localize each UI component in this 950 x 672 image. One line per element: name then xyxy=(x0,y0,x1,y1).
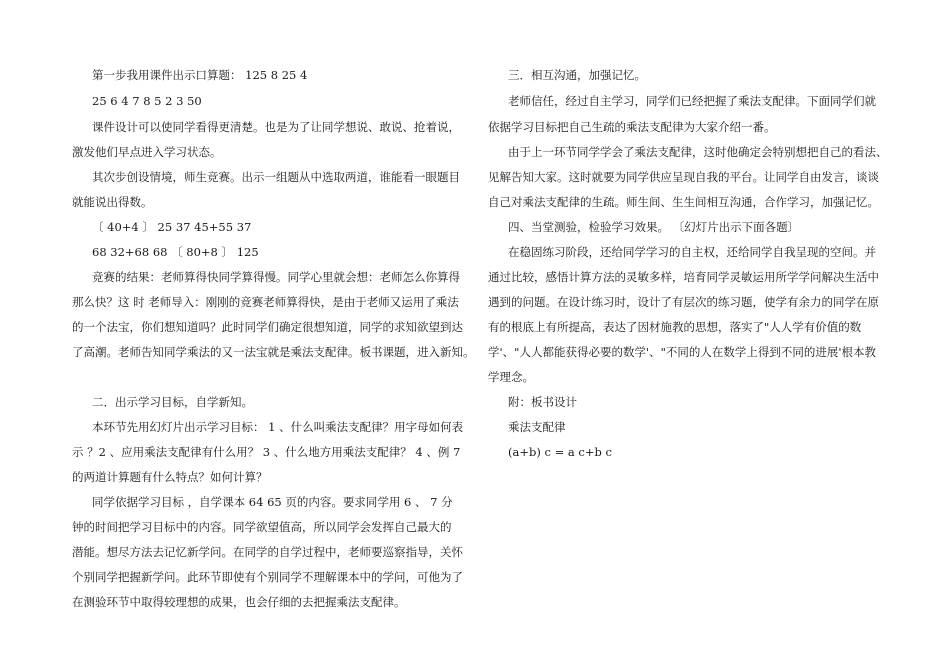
right-line: 老师信任，经过自主学习，同学们已经把握了乘法支配律。下面同学们就 xyxy=(508,94,876,108)
right-line: 学理念。 xyxy=(488,370,534,384)
board-design-heading: 附：板书设计 xyxy=(508,395,577,409)
right-line: 自己对乘法支配律的生疏。师生间、生生间相互沟通，合作学习，加强记忆。 xyxy=(488,195,879,209)
left-line: 25 6 4 7 8 5 2 3 50 xyxy=(92,94,202,108)
left-line: 68 32+68 68 〔 80+8 〕 125 xyxy=(92,245,259,259)
left-line: 激发他们早点进入学习状态。 xyxy=(72,145,222,159)
section-heading: 二．出示学习目标，自学新知。 xyxy=(92,395,253,409)
right-line: 见解告知大家。这时就要为同学供应呈现自我的平台。让同学自由发言，谈谈 xyxy=(488,170,879,184)
left-line: 其次步创设情境，师生竞赛。出示一组题从中选取两道，谁能看一眼题目 xyxy=(92,170,460,184)
left-line: 了高潮。老师告知同学乘法的又一法宝就是乘法支配律。板书课题，进入新知。 xyxy=(72,345,475,359)
right-line: 通过比较，感悟计算方法的灵敏多样，培育同学灵敏运用所学学问解决生活中 xyxy=(488,270,879,284)
left-line: 在测验环节中取得较理想的成果，也会仔细的去把握乘法支配律。 xyxy=(72,595,406,609)
board-title: 乘法支配律 xyxy=(508,420,566,434)
left-line: 的两道计算题有什么特点？如何计算？ xyxy=(72,470,268,484)
left-line: 竞赛的结果：老师算得快同学算得慢。同学心里就会想：老师怎么你算得 xyxy=(92,270,460,284)
left-line: 的一个法宝，你们想知道吗？此时同学们确定很想知道，同学的求知欲望到达 xyxy=(72,320,463,334)
right-line: 有的根底上有所提高，表达了因材施教的思想，落实了"人人学有价值的数 xyxy=(488,320,862,334)
left-line: 潜能。想尽方法去记忆新学问。在同学的自学过程中，老师要巡察指导，关怀 xyxy=(72,545,463,559)
section-heading: 四、当堂测验，检验学习效果。 〔幻灯片出示下面各题〕 xyxy=(508,220,800,234)
left-line: 个别同学把握新学问。此环节即使有个别同学不理解课本中的学问，可他为了 xyxy=(72,570,463,584)
left-line: 就能说出得数。 xyxy=(72,195,153,209)
left-line: 钟的时间把学习目标中的内容。同学欲望值高，所以同学会发挥自己最大的 xyxy=(72,520,452,534)
left-line: 第一步我用课件出示口算题： 125 8 25 4 xyxy=(92,68,308,82)
right-line: 由于上一环节同学学会了乘法支配律，这时他确定会特别想把自己的看法、 xyxy=(508,145,888,159)
right-line: 学'、"人人都能获得必要的数学'、"不同的人在数学上得到不同的进展'根本教 xyxy=(488,345,877,359)
right-line: 在稳固练习阶段，还给同学学习的自主权，还给同学自我呈现的空间。并 xyxy=(508,245,876,259)
left-line: 〔 40+4 〕 25 37 45+55 37 xyxy=(92,220,252,234)
board-formula: (a+b) c = a c+b c xyxy=(508,445,612,459)
right-line: 依据学习目标把自己生疏的乘法支配律为大家介绍一番。 xyxy=(488,120,776,134)
left-line: 本环节先用幻灯片出示学习目标： 1 、什么叫乘法支配律？用字母如何表 xyxy=(92,420,464,434)
left-line: 课件设计可以使同学看得更清楚。也是为了让同学想说、敢说、抢着说， xyxy=(92,120,460,134)
left-line: 示 ？2 、应用乘法支配律有什么用？ 3 、什么地方用乘法支配律？ 4 、例 7 xyxy=(72,445,461,459)
right-line: 遇到的问题。在设计练习时，设计了有层次的练习题，使学有余力的同学在原 xyxy=(488,295,879,309)
left-line: 同学依据学习目标 ，自学课本 64 65 页的内容。要求同学用 6 、 7 分 xyxy=(92,495,453,509)
section-heading: 三．相互沟通，加强记忆。 xyxy=(508,68,646,82)
left-line: 那么快？这 时 老师导入：刚刚的竞赛老师算得快，是由于老师又运用了乘法 xyxy=(72,295,459,309)
